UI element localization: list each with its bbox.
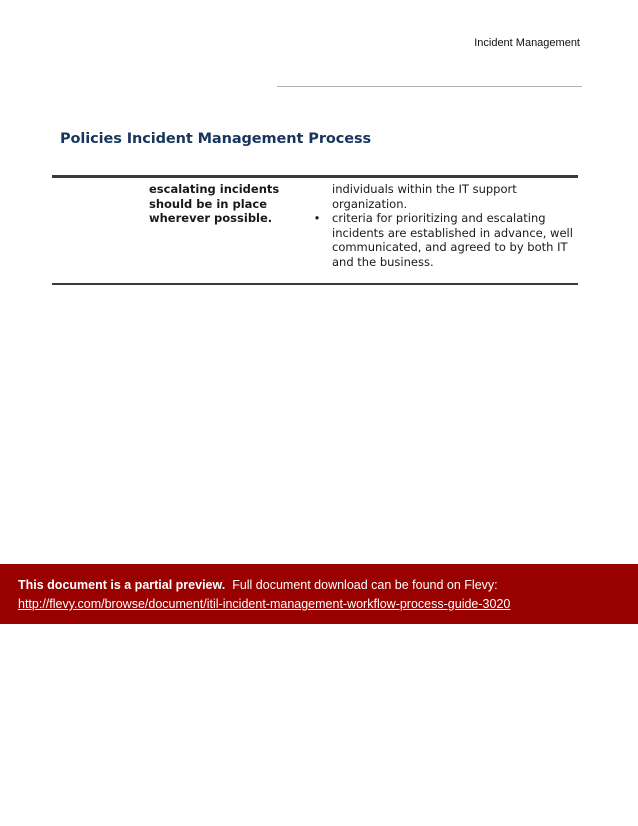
preview-banner bbox=[0, 564, 638, 624]
table-bottom-border bbox=[52, 283, 578, 285]
detail-line: individuals within the IT support bbox=[332, 182, 517, 196]
detail-line: and the business. bbox=[332, 254, 434, 269]
policy-line: should be in place bbox=[149, 196, 268, 211]
header-divider bbox=[277, 86, 582, 87]
preview-notice-bold: This document is a partial preview. bbox=[18, 578, 226, 592]
policy-line: escalating incidents bbox=[149, 182, 280, 196]
detail-line: incidents are established in advance, well bbox=[332, 225, 573, 240]
preview-notice-text: Full document download can be found on Flevy: bbox=[232, 578, 498, 592]
detail-line: criteria for prioritizing and escalating bbox=[332, 211, 546, 225]
detail-cell bbox=[312, 182, 573, 269]
detail-line: communicated, and agreed to by both IT bbox=[332, 240, 568, 254]
flevy-download-link[interactable]: http://flevy.com/browse/document/itil-incident-management-workflow-process-guide-3020 bbox=[18, 597, 511, 611]
header-title: Incident Management bbox=[474, 37, 580, 49]
section-title: Policies Incident Management Process bbox=[60, 131, 372, 147]
bullet-icon: • bbox=[313, 211, 321, 225]
detail-line: organization. bbox=[332, 196, 408, 211]
policy-line: wherever possible. bbox=[149, 211, 273, 225]
detail-bullet-item bbox=[312, 211, 573, 269]
table-top-border bbox=[52, 175, 578, 178]
preview-notice bbox=[18, 578, 498, 592]
policy-cell bbox=[149, 182, 299, 226]
